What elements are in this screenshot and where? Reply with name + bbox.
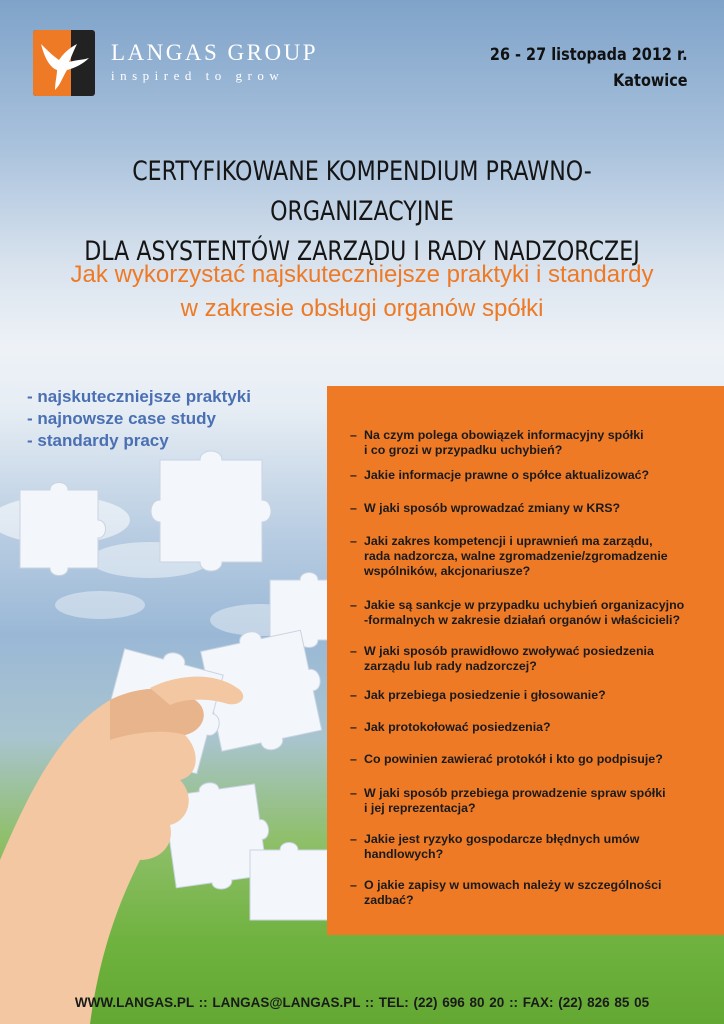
question-dash: – [350,534,357,548]
question-line: i co grozi w przypadku uchybień? [364,443,563,457]
question-line: Jak protokołować posiedzenia? [364,720,551,734]
event-city: Katowice [613,71,688,91]
event-date-block [490,42,688,94]
question-item [350,598,724,628]
question-line: Co powinien zawierać protokół i kto go podpisuje? [364,752,663,766]
question-item [350,752,724,767]
question-line: i jej reprezentacja? [364,801,476,815]
question-line: handlowych? [364,847,444,861]
question-item [350,644,724,674]
question-line: -formalnych w zakresie działań organów i właścicieli? [364,613,681,627]
question-dash: – [350,688,357,702]
question-item [350,428,724,458]
puzzle-hand-illustration [0,430,330,1024]
logo [33,30,95,96]
question-line: zarządu lub rady nadzorczej? [364,659,537,673]
title-line-1: CERTYFIKOWANE KOMPENDIUM PRAWNO-ORGANIZACYJNE [132,156,592,227]
brand-tagline: inspired to grow [111,68,285,83]
question-line: rada nadzorcza, walne zgromadzenie/zgromadzenie [364,549,668,563]
question-line: Jakie są sankcje w przypadku uchybień organizacyjno [364,598,685,612]
question-line: Jak przebiega posiedzenie i głosowanie? [364,688,606,702]
question-item [350,688,724,703]
question-line: Jakie jest ryzyko gospodarcze błędnych umów [364,832,640,846]
question-dash: – [350,501,357,515]
question-item [350,786,724,816]
brand [111,40,318,84]
question-dash: – [350,598,357,612]
question-line: W jaki sposób wprowadzać zmiany w KRS? [364,501,621,515]
subtitle-line-1: Jak wykorzystać najskuteczniejsze praktyki i standardy [70,261,654,288]
brand-name: LANGAS GROUP [111,40,318,65]
question-dash: – [350,720,357,734]
question-dash: – [350,428,357,442]
question-line: wspólników, akcjonariusze? [364,564,531,578]
question-dash: – [350,832,357,846]
highlight-item: - najnowsze case study [27,409,216,428]
question-line: W jaki sposób prawidłowo zwoływać posiedzenia [364,644,654,658]
page-title [65,152,659,272]
question-line: zadbać? [364,893,414,907]
title-line-2: DLA ASYSTENTÓW ZARZĄDU I RADY NADZORCZEJ [84,236,640,267]
contact-footer: WWW.LANGAS.PL :: LANGAS@LANGAS.PL :: TEL: (22) 696 80 20 :: FAX: (22) 826 85 05 [74,995,650,1010]
highlights-list [27,386,251,452]
bird-icon [33,30,95,96]
question-dash: – [350,468,357,482]
question-line: Jakie informacje prawne o spółce aktualizować? [364,468,650,482]
questions-panel [327,386,724,935]
question-item [350,832,724,862]
subtitle [0,258,724,326]
highlight-item: - standardy pracy [27,431,169,450]
question-dash: – [350,644,357,658]
question-item [350,720,724,735]
question-line: W jaki sposób przebiega prowadzenie spraw spółki [364,786,666,800]
question-dash: – [350,786,357,800]
question-line: Na czym polega obowiązek informacyjny spółki [364,428,644,442]
question-item [350,534,724,579]
highlight-item: - najskuteczniejsze praktyki [27,387,251,406]
question-dash: – [350,878,357,892]
question-line: Jaki zakres kompetencji i uprawnień ma zarządu, [364,534,653,548]
question-item [350,468,724,483]
event-date: 26 - 27 listopada 2012 r. [490,45,688,65]
question-item [350,501,724,516]
question-item [350,878,724,908]
question-dash: – [350,752,357,766]
subtitle-line-2: w zakresie obsługi organów spółki [180,295,544,322]
question-line: O jakie zapisy w umowach należy w szczególności [364,878,662,892]
